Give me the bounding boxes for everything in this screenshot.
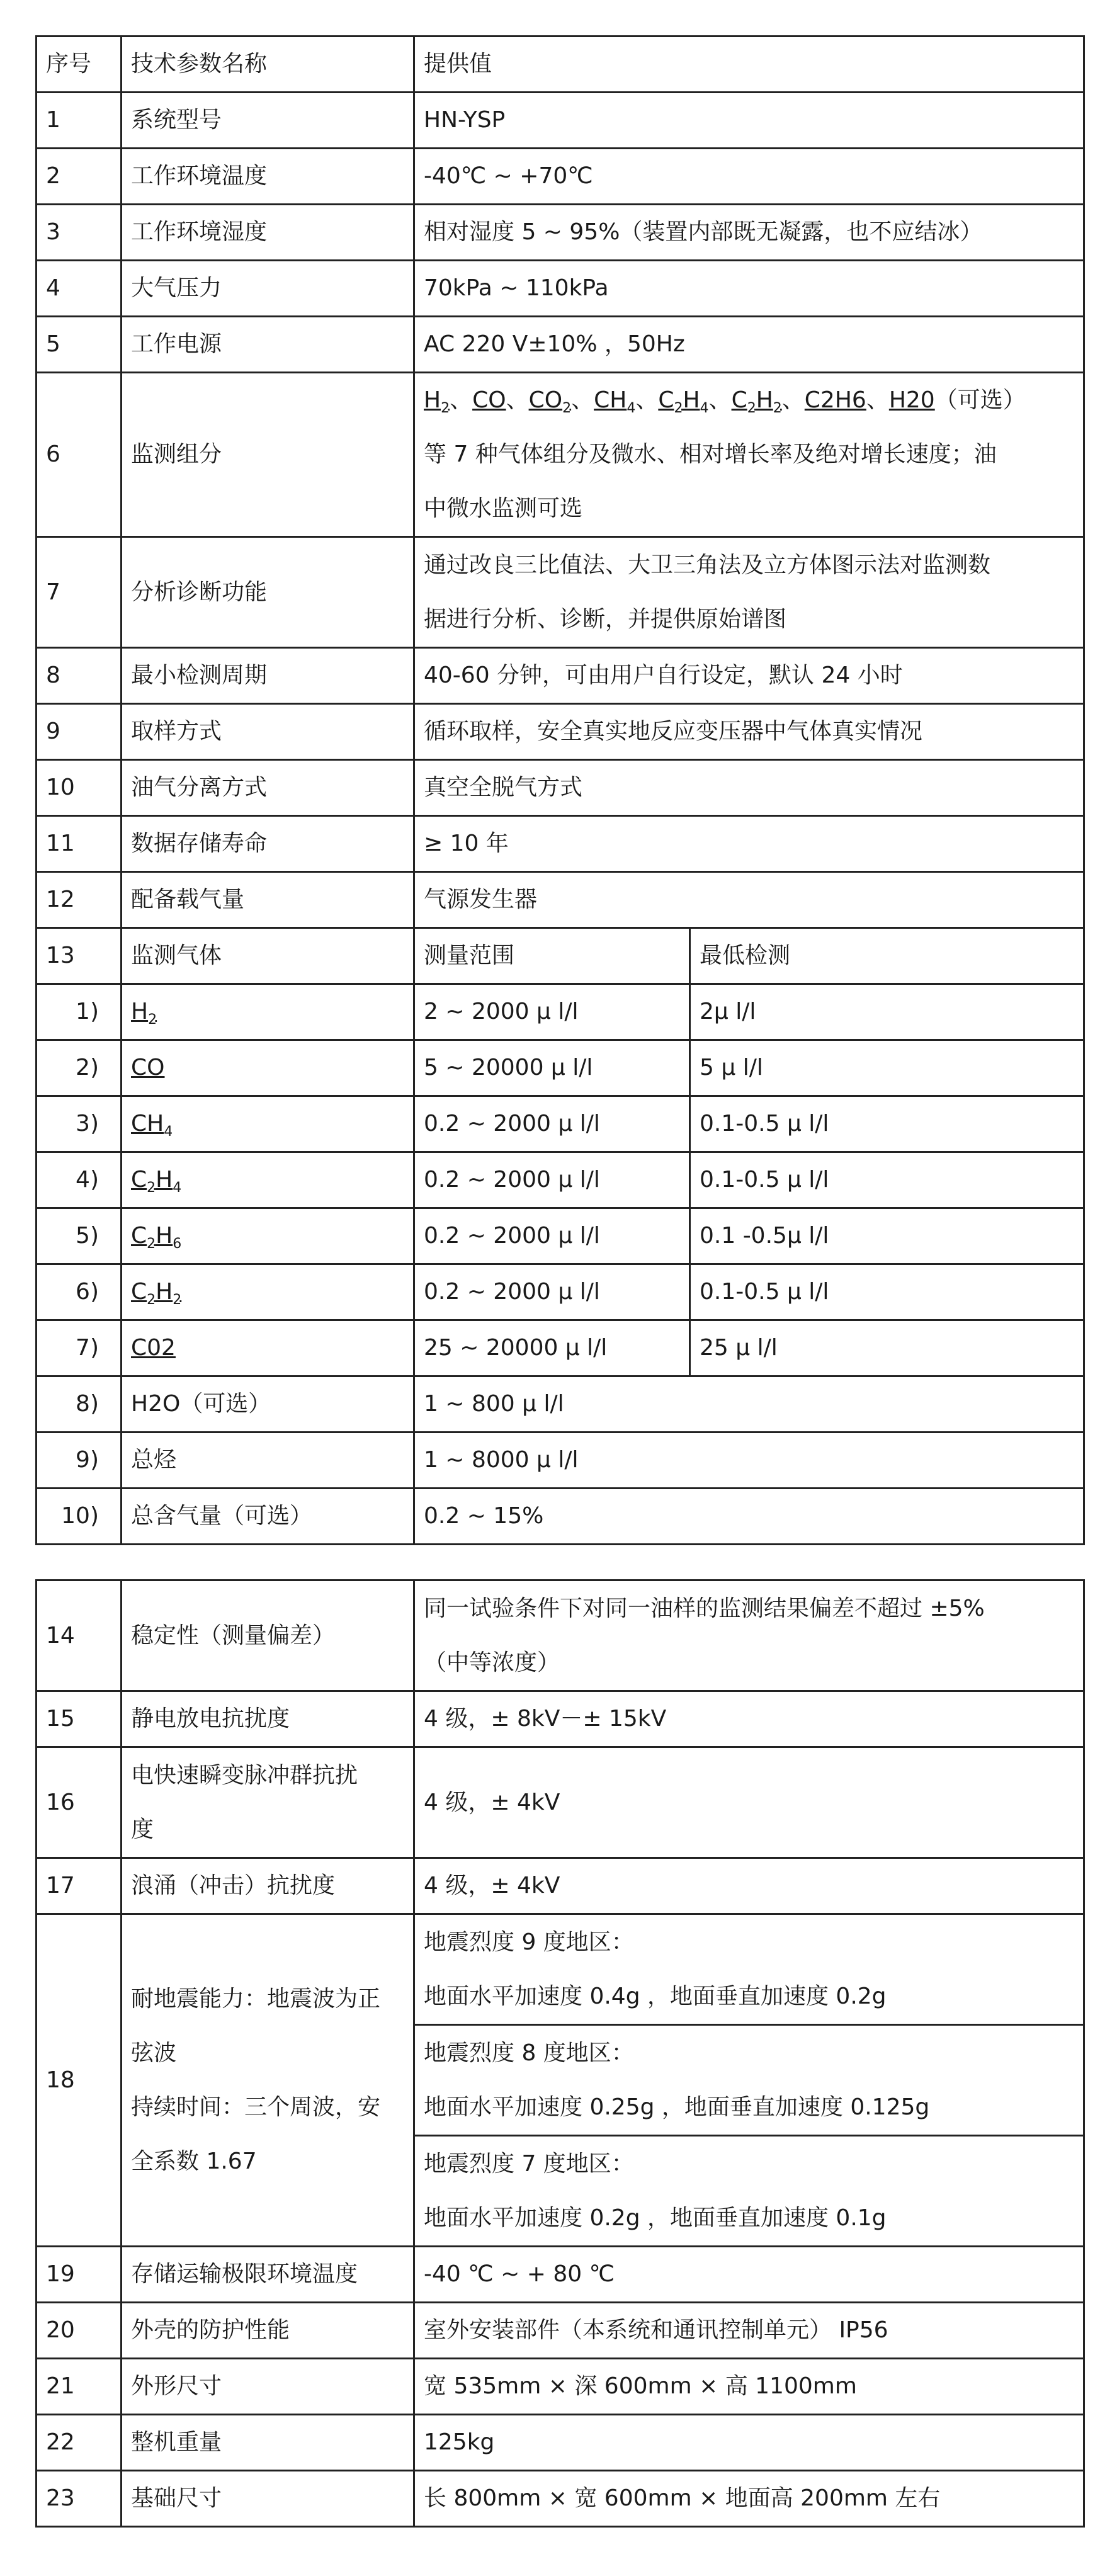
table-row [37, 149, 1084, 205]
gas-formula [131, 1055, 164, 1081]
name-line-3: 持续时间：三个周波，安 [131, 2094, 381, 2120]
gas-formula [131, 1335, 176, 1361]
gas-index: 2) [37, 1040, 122, 1096]
formula-base: C2H6 [804, 387, 866, 413]
row-value: 4 级，± 4kV [414, 1747, 1084, 1858]
gas-formula [889, 387, 935, 413]
formula-sub: 4 [164, 1124, 173, 1140]
value-line-1: 同一试验条件下对同一油样的监测结果偏差不超过 ±5% [424, 1595, 985, 1621]
row-name: 取样方式 [122, 704, 414, 760]
row-name: 监测气体 [122, 928, 414, 984]
table-row [37, 1914, 1084, 2025]
gas-min-detect: 2μ l/l [690, 984, 1084, 1040]
formula-base: H [131, 999, 149, 1024]
gas-min-detect: 0.1-0.5 μ l/l [690, 1096, 1084, 1152]
gas-index: 9) [37, 1433, 122, 1489]
gas-index: 7) [37, 1320, 122, 1376]
formula-sub: 2 [674, 400, 683, 416]
separator: 、 [450, 387, 473, 413]
gas-formula [131, 1111, 173, 1140]
table-row [37, 2247, 1084, 2303]
row-value: 40-60 分钟，可由用户自行设定，默认 24 小时 [414, 648, 1084, 704]
gas-formula [131, 1279, 182, 1308]
formula-sub: 2 [441, 400, 450, 416]
gas-range: 0.2 ~ 2000 μ l/l [414, 1208, 690, 1264]
formula-sub: 4 [700, 400, 709, 416]
row-name: 工作电源 [122, 317, 414, 373]
row-value: 室外安装部件（本系统和通讯控制单元） IP56 [414, 2303, 1084, 2359]
gas-index: 8) [37, 1376, 122, 1433]
row-value: -40℃ ~ +70℃ [414, 149, 1084, 205]
formula-base: C [731, 387, 747, 413]
min-detect-header: 最低检测 [690, 928, 1084, 984]
table-row [37, 1152, 1084, 1208]
table-row [37, 93, 1084, 149]
gas-name: 总含气量（可选） [122, 1489, 414, 1545]
formula-sub: 2 [147, 1236, 156, 1252]
formula-base: C [658, 387, 674, 413]
row-name: 工作环境湿度 [122, 205, 414, 261]
gas-range: 2 ~ 2000 μ l/l [414, 984, 690, 1040]
gas-min-detect: 0.1-0.5 μ l/l [690, 1152, 1084, 1208]
formula-base: C [131, 1223, 147, 1249]
row-no: 20 [37, 2303, 122, 2359]
name-line-1: 电快速瞬变脉冲群抗扰 [131, 1762, 358, 1788]
table-row [37, 2471, 1084, 2527]
row-name: 外壳的防护性能 [122, 2303, 414, 2359]
row-no: 1 [37, 93, 122, 149]
row-name: 整机重量 [122, 2415, 414, 2471]
formula-base: H [156, 1167, 173, 1193]
row-name: 基础尺寸 [122, 2471, 414, 2527]
row-no: 9 [37, 704, 122, 760]
table-row [37, 1376, 1084, 1433]
formula-base: CH [131, 1111, 164, 1137]
row-value [414, 1580, 1084, 1691]
row-name: 外形尺寸 [122, 2359, 414, 2415]
gas-formula [528, 387, 572, 416]
gas-index: 5) [37, 1208, 122, 1264]
gas-name: H2O（可选） [122, 1376, 414, 1433]
table-row [37, 205, 1084, 261]
formula-sub: 4 [173, 1180, 182, 1196]
seismic-accel: 地面水平加速度 0.4g ，地面垂直加速度 0.2g [424, 1983, 887, 2009]
row-value: 4 级，± 4kV [414, 1858, 1084, 1914]
table-row [37, 1433, 1084, 1489]
optional-note: （可选） [934, 387, 1026, 413]
row-no: 15 [37, 1691, 122, 1747]
components-line-3: 中微水监测可选 [424, 496, 583, 521]
gas-index: 3) [37, 1096, 122, 1152]
gas-range: 5 ~ 20000 μ l/l [414, 1040, 690, 1096]
gas-name [122, 1264, 414, 1320]
formula-sub: 2 [562, 400, 572, 416]
name-line-2: 度 [131, 1816, 154, 1842]
formula-sub: 2 [173, 1292, 182, 1308]
gas-range: 0.2 ~ 2000 μ l/l [414, 1096, 690, 1152]
separator: 、 [571, 387, 594, 413]
gas-formula [131, 1223, 182, 1252]
row-no: 3 [37, 205, 122, 261]
row-value: AC 220 V±10% ，50Hz [414, 317, 1084, 373]
formula-sub: 2 [147, 1292, 156, 1308]
row-name [122, 1914, 414, 2247]
value-line-2: 据进行分析、诊断，并提供原始谱图 [424, 606, 787, 632]
gas-index: 1) [37, 984, 122, 1040]
seismic-block [414, 1914, 1084, 2025]
table-row [37, 1208, 1084, 1264]
value-line-2: （中等浓度） [424, 1649, 560, 1676]
table-row [37, 1580, 1084, 1691]
separator: 、 [708, 387, 732, 413]
row-no: 19 [37, 2247, 122, 2303]
formula-base: C [131, 1167, 147, 1193]
formula-base: H [424, 387, 441, 413]
table-row [37, 704, 1084, 760]
table-row [37, 816, 1084, 872]
row-no: 5 [37, 317, 122, 373]
row-name: 稳定性（测量偏差） [122, 1580, 414, 1691]
spec-table-1 [35, 35, 1085, 1545]
row-name [122, 1747, 414, 1858]
monitored-components-cell [414, 373, 1084, 537]
row-no: 6 [37, 373, 122, 537]
gas-range: 0.2 ~ 15% [414, 1489, 1084, 1545]
row-name: 系统型号 [122, 93, 414, 149]
formula-base: H [756, 387, 773, 413]
table-row [37, 1747, 1084, 1858]
table-row [37, 1096, 1084, 1152]
row-value: 气源发生器 [414, 872, 1084, 928]
formula-sub: 4 [627, 400, 636, 416]
row-no: 11 [37, 816, 122, 872]
gas-name [122, 1320, 414, 1376]
row-value: -40 ℃ ~ + 80 ℃ [414, 2247, 1084, 2303]
name-line-1: 耐地震能力：地震波为正 [131, 1985, 381, 2012]
row-value: 相对湿度 5 ~ 95%（装置内部既无凝露，也不应结冰） [414, 205, 1084, 261]
table-row [37, 872, 1084, 928]
row-value: 4 级，± 8kV－± 15kV [414, 1691, 1084, 1747]
seismic-zone: 地震烈度 9 度地区： [424, 1929, 634, 1955]
gas-index: 4) [37, 1152, 122, 1208]
table-row [37, 760, 1084, 816]
seismic-block [414, 2136, 1084, 2247]
table-row [37, 928, 1084, 984]
seismic-accel: 地面水平加速度 0.25g ，地面垂直加速度 0.125g [424, 2094, 930, 2120]
table-row [37, 373, 1084, 537]
row-no: 18 [37, 1914, 122, 2247]
row-name: 大气压力 [122, 261, 414, 317]
row-no: 8 [37, 648, 122, 704]
table-row [37, 317, 1084, 373]
seismic-zone: 地震烈度 7 度地区： [424, 2150, 634, 2177]
row-name: 配备载气量 [122, 872, 414, 928]
spec-table-2 [35, 1579, 1085, 2528]
formula-sub: 2 [773, 400, 782, 416]
row-no: 2 [37, 149, 122, 205]
table-row [37, 1320, 1084, 1376]
gas-name: 总烃 [122, 1433, 414, 1489]
gas-index: 10) [37, 1489, 122, 1545]
row-no: 22 [37, 2415, 122, 2471]
formula-base: C [131, 1279, 147, 1305]
gas-min-detect: 5 μ l/l [690, 1040, 1084, 1096]
row-value: 70kPa ~ 110kPa [414, 261, 1084, 317]
table-row [37, 1264, 1084, 1320]
gas-range: 25 ~ 20000 μ l/l [414, 1320, 690, 1376]
table-row [37, 2415, 1084, 2471]
row-value: 真空全脱气方式 [414, 760, 1084, 816]
formula-base: CO [131, 1055, 165, 1081]
components-line-2: 等 7 种气体组分及微水、相对增长率及绝对增长速度；油 [424, 441, 997, 467]
table-row [37, 648, 1084, 704]
gas-range: 1 ~ 8000 μ l/l [414, 1433, 1084, 1489]
row-name: 最小检测周期 [122, 648, 414, 704]
row-no: 13 [37, 928, 122, 984]
seismic-zone: 地震烈度 8 度地区： [424, 2040, 634, 2066]
gas-range: 1 ~ 800 μ l/l [414, 1376, 1084, 1433]
row-name: 分析诊断功能 [122, 537, 414, 648]
row-no: 4 [37, 261, 122, 317]
table-row [37, 2359, 1084, 2415]
name-line-2: 弦波 [131, 2040, 177, 2066]
row-name: 监测组分 [122, 373, 414, 537]
formula-base: H [156, 1223, 173, 1249]
row-name: 存储运输极限环境温度 [122, 2247, 414, 2303]
table-header-row [37, 37, 1084, 93]
row-name: 浪涌（冲击）抗扰度 [122, 1858, 414, 1914]
row-value: 长 800mm × 宽 600mm × 地面高 200mm 左右 [414, 2471, 1084, 2527]
row-name: 油气分离方式 [122, 760, 414, 816]
table-row [37, 2303, 1084, 2359]
row-value: 125kg [414, 2415, 1084, 2471]
row-name: 工作环境温度 [122, 149, 414, 205]
gas-formula [131, 999, 157, 1028]
gas-formula [658, 387, 709, 416]
gas-formula [472, 387, 506, 413]
gas-formula [731, 387, 782, 416]
formula-base: H [156, 1279, 173, 1305]
gas-index: 6) [37, 1264, 122, 1320]
gas-name [122, 1152, 414, 1208]
row-no: 16 [37, 1747, 122, 1858]
row-no: 7 [37, 537, 122, 648]
row-value: 宽 535mm × 深 600mm × 高 1100mm [414, 2359, 1084, 2415]
separator: 、 [635, 387, 659, 413]
gas-min-detect: 0.1-0.5 μ l/l [690, 1264, 1084, 1320]
separator: 、 [866, 387, 889, 413]
gas-formula [805, 387, 866, 413]
row-no: 17 [37, 1858, 122, 1914]
row-value: HN-YSP [414, 93, 1084, 149]
gas-min-detect: 0.1 -0.5μ l/l [690, 1208, 1084, 1264]
table-row [37, 1040, 1084, 1096]
gas-min-detect: 25 μ l/l [690, 1320, 1084, 1376]
formula-base: CH [594, 387, 627, 413]
gas-range: 0.2 ~ 2000 μ l/l [414, 1264, 690, 1320]
formula-base: C02 [131, 1335, 176, 1361]
formula-sub: 2 [147, 1180, 156, 1196]
row-value: ≥ 10 年 [414, 816, 1084, 872]
row-no: 12 [37, 872, 122, 928]
gas-formula [424, 387, 450, 416]
separator: 、 [781, 387, 805, 413]
formula-sub: 6 [173, 1236, 182, 1252]
row-no: 14 [37, 1580, 122, 1691]
formula-base: H [683, 387, 700, 413]
table-row [37, 261, 1084, 317]
row-no: 21 [37, 2359, 122, 2415]
formula-base: CO [528, 387, 563, 413]
row-no: 23 [37, 2471, 122, 2527]
seismic-block [414, 2025, 1084, 2136]
seismic-accel: 地面水平加速度 0.2g ，地面垂直加速度 0.1g [424, 2204, 887, 2231]
formula-base: CO [472, 387, 506, 413]
table-row [37, 1489, 1084, 1545]
formula-base: H20 [888, 387, 935, 413]
header-no: 序号 [37, 37, 122, 93]
gas-name [122, 1096, 414, 1152]
table-row [37, 984, 1084, 1040]
gas-list [424, 387, 935, 416]
row-value: 循环取样，安全真实地反应变压器中气体真实情况 [414, 704, 1084, 760]
separator: 、 [506, 387, 529, 413]
row-value [414, 537, 1084, 648]
value-line-1: 通过改良三比值法、大卫三角法及立方体图示法对监测数 [424, 552, 991, 578]
gas-formula [131, 1167, 182, 1196]
table-row [37, 1691, 1084, 1747]
header-name: 技术参数名称 [122, 37, 414, 93]
table-row [37, 537, 1084, 648]
row-name: 数据存储寿命 [122, 816, 414, 872]
gas-name [122, 1208, 414, 1264]
row-no: 10 [37, 760, 122, 816]
gas-range: 0.2 ~ 2000 μ l/l [414, 1152, 690, 1208]
formula-sub: 2 [747, 400, 756, 416]
gas-name [122, 984, 414, 1040]
name-line-4: 全系数 1.67 [131, 2148, 257, 2174]
range-header: 测量范围 [414, 928, 690, 984]
header-value: 提供值 [414, 37, 1084, 93]
row-name: 静电放电抗扰度 [122, 1691, 414, 1747]
formula-sub: 2 [148, 1012, 157, 1028]
gas-name [122, 1040, 414, 1096]
gas-formula [594, 387, 636, 416]
table-row [37, 1858, 1084, 1914]
components-line-1 [424, 373, 1074, 428]
